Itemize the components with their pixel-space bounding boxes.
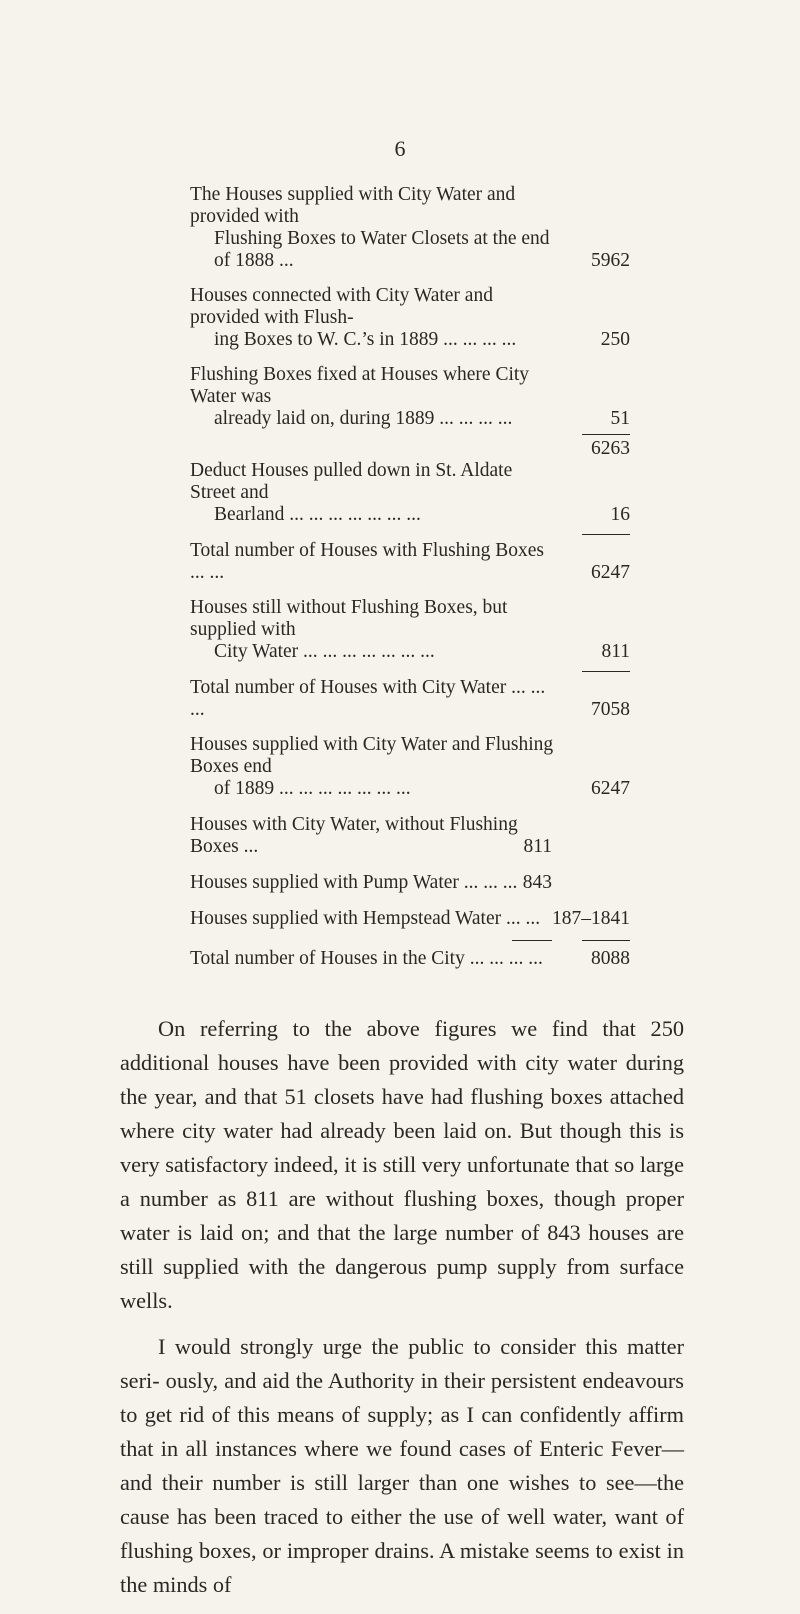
table-row: Houses connected with City Water and provided with Flush- ing Boxes to W. C.’s in 1889 ... ... ... ... 250 (190, 285, 630, 350)
sum-rule (512, 940, 552, 941)
table-row: Houses supplied with City Water and Flushing Boxes end of 1889 ... ... ... ... ... ... ... 6247 (190, 734, 630, 799)
sum-rule (582, 534, 630, 535)
row-value: 187–1841 (552, 908, 630, 929)
body-text (120, 1012, 684, 1614)
row-value: 8088 (591, 948, 630, 969)
row-value: 811 (601, 641, 630, 662)
row-value: 250 (600, 329, 630, 350)
sum-rule (582, 940, 630, 941)
subtotal-row (190, 438, 630, 460)
table-row: Houses supplied with Pump Water ... ... ... 843 (190, 872, 552, 893)
table-row: Houses supplied with Hempstead Water ... ... 187–1841 (190, 908, 630, 929)
table-row: Houses with City Water, without Flushing Boxes ... 811 (190, 814, 552, 857)
table-row: Deduct Houses pulled down in St. Aldate Street and Bearland ... ... ... ... ... ... ... 16 (190, 460, 630, 525)
table-row: The Houses supplied with City Water and provided with Flushing Boxes to Water Closets at the end of 1888 ... 5962 (190, 184, 630, 271)
row-value: 6247 (591, 778, 630, 799)
row-value: 16 (610, 504, 630, 525)
row-value: 5962 (591, 250, 630, 271)
subtotal-value: 6263 (591, 438, 630, 459)
table-row: Total number of Houses in the City ... ... ... ... 8088 (190, 948, 630, 970)
table-row: Houses still without Flushing Boxes, but supplied with City Water ... ... ... ... ... ... ... 811 (190, 597, 630, 662)
row-value: 811 (523, 836, 552, 857)
row-value: 843 (522, 872, 552, 893)
sum-rule (582, 434, 630, 435)
statistics-table (190, 184, 630, 970)
row-value: 51 (610, 408, 630, 429)
page-number: 6 (394, 136, 406, 161)
table-row: Total number of Houses with Flushing Boxes ... ... 6247 (190, 540, 630, 584)
paragraph: I would strongly urge the public to consider this matter seri- ously, and aid the Authority in their persistent endeavours to get rid of this means of supply; as I can confidently affirm that in all instances where we found cases of Enteric Fever—and their number is still larger than one wishes to see—the cause has been traced to either the use of well water, want of flushing boxes, or improper drains. A mistake seems to exist in the minds of (120, 1334, 684, 1597)
sum-rule (582, 671, 630, 672)
table-row: Total number of Houses with City Water ... ... ... 7058 (190, 677, 630, 721)
paragraph: On referring to the above figures we find that 250 additional houses have been provided with city water during the year, and that 51 closets have had flushing boxes attached where city water had already been laid on. But though this is very satisfactory indeed, it is still very unfortunate that so large a number as 811 are without flushing boxes, though proper water is laid on; and that the large number of 843 houses are still supplied with the dangerous pump supply from surface wells. (120, 1016, 684, 1313)
row-value: 7058 (591, 699, 630, 720)
table-row: Flushing Boxes fixed at Houses where City Water was already laid on, during 1889 ... ... ... ... 51 (190, 364, 630, 429)
row-value: 6247 (591, 562, 630, 583)
